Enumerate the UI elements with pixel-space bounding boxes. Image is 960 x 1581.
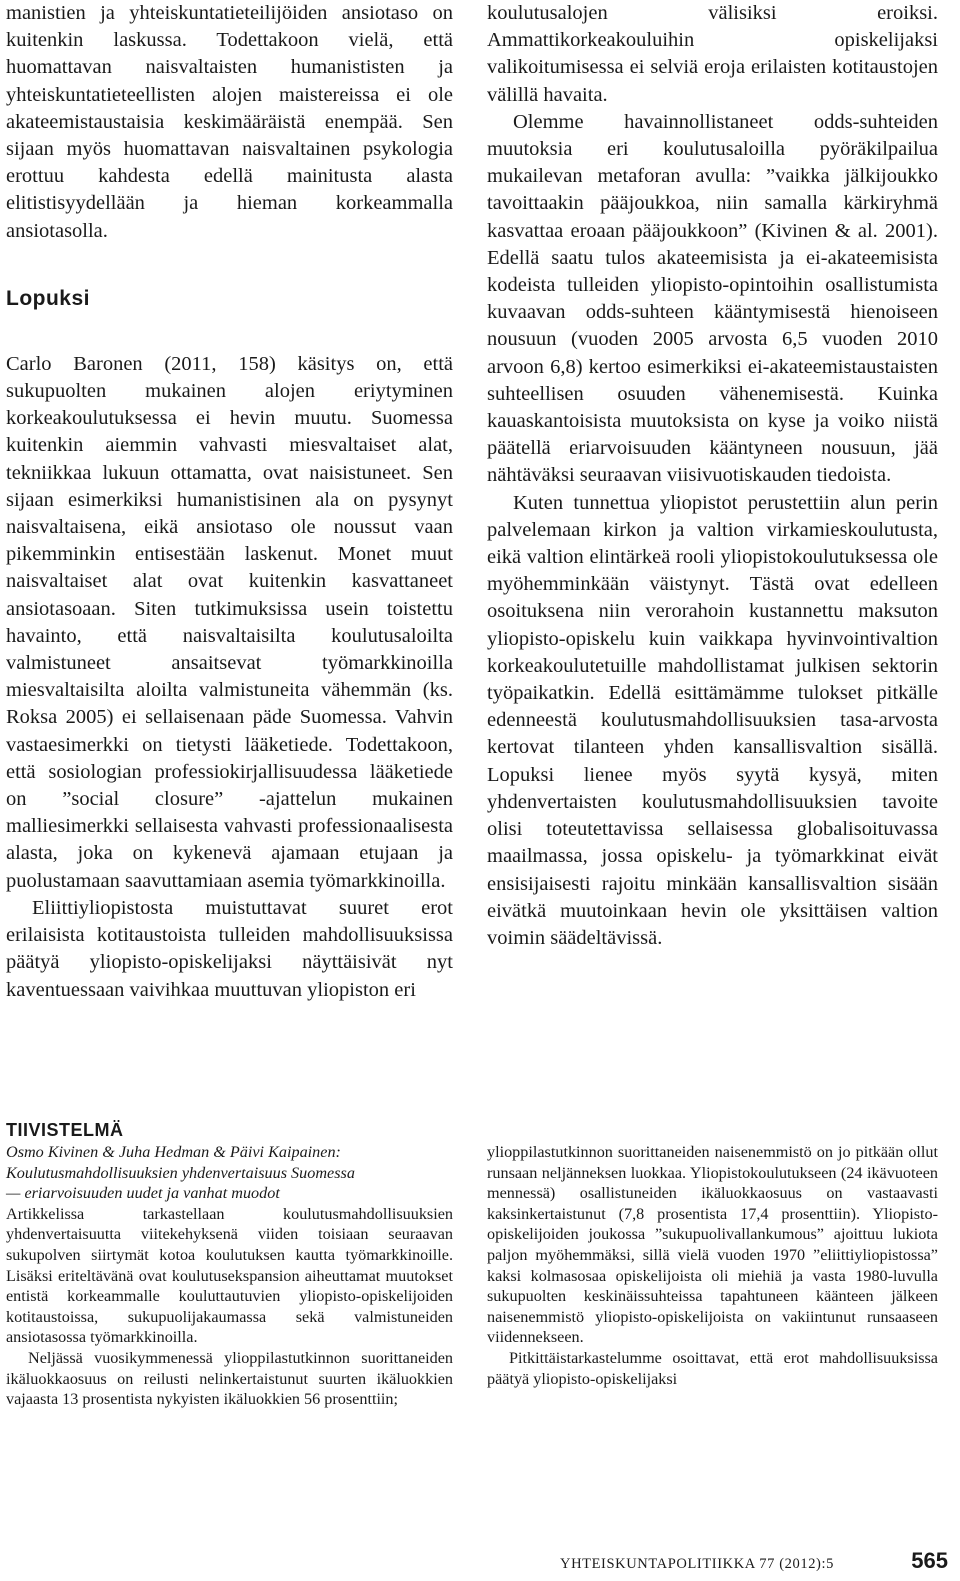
right-column [487,0,938,952]
abstract-title: Koulutusmahdollisuuksien yhdenvertaisuus Suomessa [6,1163,355,1182]
abstract-paragraph-2: Neljässä vuosikymmenessä ylioppilastutkinnon suorittaneiden ikäluokkaosuus on reilusti nelinkertaistunut suurten ikäluokkien vajaasta 13 prosentista nykyisten ikäluokkien 56 prosenttiin; [6,1348,453,1409]
right-paragraph-2: Kuten tunnettua yliopistot perustettiin alun perin palvelemaan kirkon ja valtion virkamieskoulutusta, eikä valtion elintärkeä rooli yliopistokoulutuksessa ole myöhemminkään väistynyt. Tästä ovat edelleen osoituksena niin verorahoin kustannettu maksuton yliopisto-opiskelu kuin vaikkapa hyvinvointivaltion korkeakoulutetuille mahdollistamat julkisen sektorin työpaikatkin. Edellä esittämämme tulokset pitkälle edenneestä koulutusmahdollisuuksien tasa-arvosta kertovat tilanteen yhden kansallisvaltion sisällä. Lopuksi lienee myös syytä kysyä, miten yhdenvertaisten koulutusmahdollisuuksien tavoite olisi toteutettavissa sellaisessa globalisoituvassa maailmassa, jossa opiskelu- ja työmarkkinat eivät ensisijaisesti rajoitu minkään kansallisvaltion sisään eivätkä muutoinkaan hevin ole yksittäisen valtion voimin säädeltävissä. [487,491,938,949]
abstract-authors: Osmo Kivinen & Juha Hedman & Päivi Kaipainen: [6,1143,341,1161]
abstract-right-paragraph-2: Pitkittäistarkastelumme osoittavat, että erot mahdollisuuksissa päätyä yliopisto-opiskelijaksi [487,1348,938,1388]
page-number: 565 [911,1548,948,1573]
abstract-subtitle: — eriarvoisuuden uudet ja vanhat muodot [6,1184,280,1203]
left-paragraph-continued: manistien ja yhteiskuntatieteilijöiden ansiotaso on kuitenkin laskussa. Todettakoon vielä, että huomattavan naisvaltaisten humanististen ja yhteiskuntatieteellisten alojen maistereissa ei ole akateemistaustaisia keskimääräistä enempää. Sen sijaan myös huomattavan naisvaltainen psykologia erottuu kahdesta edellä mainitusta alasta elitistisyydellään ja hieman korkeammalla ansiotasolla. [6,2,453,242]
abstract-paragraph-1: Artikkelissa tarkastellaan koulutusmahdollisuuksien yhdenvertaisuutta viitekehyksenä viiden toisiaan seuraavan sukupolven siirtymät kotoa koulutuksen kautta työmarkkinoille. Lisäksi eriteltävänä ovat koulutusekspansion aiheuttamat muutokset entistä korkeammalle kouluttautuvien yliopisto-opiskelijoiden kotitaustoissa, sukupuolijakaumassa sekä valmistuneiden ansiotasossa työmarkkinoilla. [6,1204,453,1347]
abstract-right-paragraph-1: ylioppilastutkinnon suorittaneiden naisenemmistö on jo pitkään ollut runsaan neljänneksen luokkaa. Yliopistokoulutukseen (24 ikävuoteen mennessä) osallistuneiden ikäluokkaosuus on vastaavasti kaksinkertaistunut (7,8 prosentista 17,4 prosenttiin). Yliopisto-opiskelijoiden joukossa ”sukupuolivallankumous” ajoittuu lukiota paljon myöhemmäksi, sillä vielä vuoden 1970 ”eliittiyliopistossa” kaksi kolmasosaa opiskelijoista oli miehiä ja vasta 1980-luvulla sukupuolten keskinäissuhteissa tapahtuneen käänteen jälkeen naisenemmistö yliopisto-opiskelijoista on vakiintunut runsaaseen viidennekseen. [487,1143,938,1347]
abstract-right-column [487,1142,938,1389]
journal-reference: YHTEISKUNTAPOLITIIKKA 77 (2012):5 [560,1556,834,1572]
left-paragraph-1: Carlo Baronen (2011, 158) käsitys on, että sukupuolten mukainen alojen eriytyminen korkeakoulutuksessa ei hevin muutu. Suomessa kuitenkin aiemmin vahvasti miesvaltaiset alat, tekniikkaa lukuun ottamatta, ovat naisistuneet. Sen sijaan esimerkiksi humanistisinen ala on pysynyt naisvaltaisena, eikä ansiotaso ole noussut vaan pikemminkin entisestään laskenut. Monet muut naisvaltaiset alat ovat kuitenkin kasvattaneet ansiotasoaan. Siten tutkimuksissa usein toistettu havainto, että naisvaltaisilta koulutusaloilta valmistuneet ansaitsevat työmarkkinoilla miesvaltaisilta aloilta valmistuneita vähemmän (ks. Roksa 2005) ei sellaisenaan päde Suomessa. Vahvin vastaesimerkki on tietysti lääketiede. Todettakoon, että sosiologian professiokirjallisuudessa lääketiede on ”social closure” -ajattelun mukainen malliesimerkki sellaisesta vahvasti professionaalisesta alasta, joka on kykenevä ajamaan etujaan ja puolustamaan saavuttamiaan asemia työmarkkinoilla. [6,352,453,892]
section-heading-lopuksi: Lopuksi [6,286,91,310]
page-footer [560,1548,950,1576]
abstract-heading: TIIVISTELMÄ [6,1120,124,1140]
left-paragraph-2: Eliittiyliopistosta muistuttavat suuret erot erilaisista kotitaustoista tulleiden mahdollisuuksissa päätyä yliopisto-opiskelijaksi näyttäisivät nyt kaventuessaan vaivihkaa muuttuvan yliopiston eri [6,896,453,1001]
left-column [6,0,453,1004]
abstract-left-column [6,1118,453,1410]
right-paragraph-1: Olemme havainnollistaneet odds-suhteiden muutoksia eri koulutusaloilla pyöräkilpailua mukailevan metaforan avulla: ”vaikka jälkijoukko tavoittaakin pääjoukkoa, niin samalla kärkiryhmä kasvattaa eroaan pääjoukkoon” (Kivinen & al. 2001). Edellä saatu tulos akateemisista ja ei-akateemisista kodeista tulleiden yliopisto-opintoihin osallistumista kuvaavan odds-suhteen kääntymisestä hienoiseen nousuun (vuoden 2005 arvosta 6,5 vuoden 2010 arvoon 6,8) kertoo esimerkiksi ei-akateemistaustaisten suhteellisen osuuden vähenemisestä. Kuinka kauaskantoisista muutoksista on kyse ja voiko niistä päätellä eriarvoisuuden kääntyneen nousuun, jää nähtäväksi seuraavan viisivuotiskauden tiedoista. [487,110,938,487]
right-paragraph-continued: koulutusalojen välisiksi eroiksi. Ammattikorkeakouluihin opiskelijaksi valikoitumisessa ei selviä eroja erilaisten kotitaustojen välillä havaita. [487,2,938,106]
